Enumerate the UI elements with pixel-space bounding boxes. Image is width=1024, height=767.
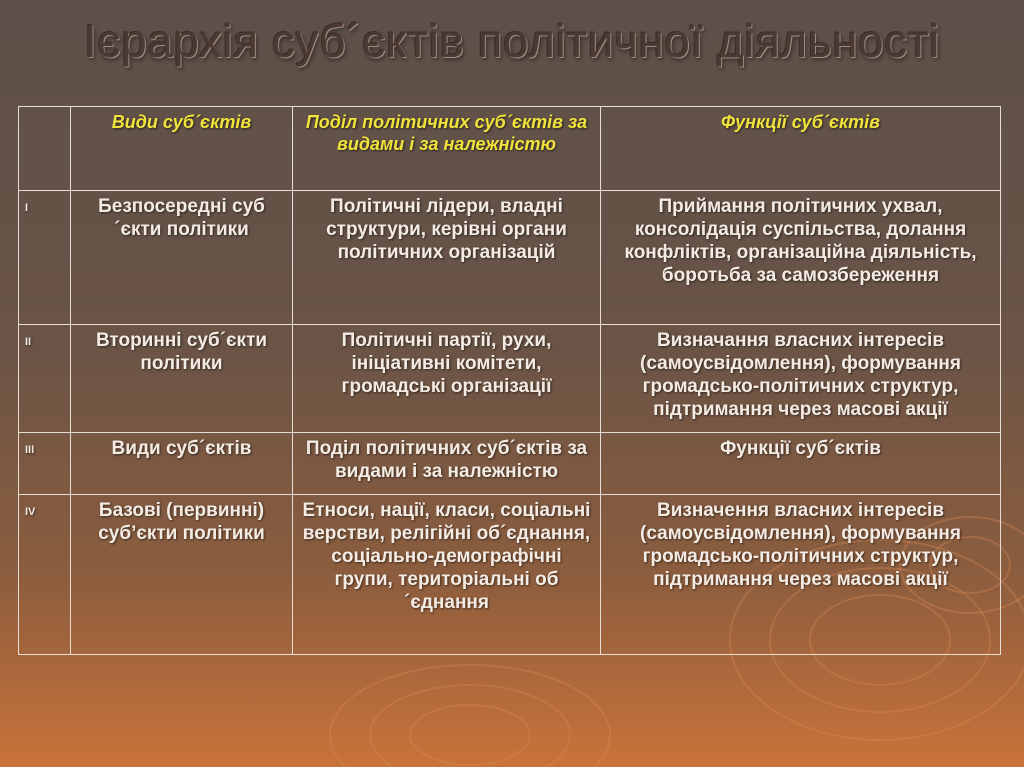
row-number: III xyxy=(19,433,71,495)
row-division-cell: Етноси, нації, класи, соціальні верстви, релігійні об´єднання, соціально-демографічні групи, територіальні об´єднання xyxy=(293,495,601,655)
table-row xyxy=(19,495,1001,655)
row-functions-cell: Функції суб´єктів xyxy=(601,433,1001,495)
slide-title: Ієрархія суб´єктів політичної діяльності xyxy=(83,15,941,67)
row-division-cell: Політичні партії, рухи, ініціативні комітети, громадські організації xyxy=(293,325,601,433)
row-functions-cell: Визначання власних інтересів (самоусвідомлення), формування громадсько-політичних структур, підтримання через масові акції xyxy=(601,325,1001,433)
header-cell-functions: Функції суб´єктів xyxy=(601,107,1001,191)
header-cell-division: Поділ політичних суб´єктів за видами і за належністю xyxy=(293,107,601,191)
row-division-cell: Політичні лідери, владні структури, керівні органи політичних організацій xyxy=(293,191,601,325)
row-functions-cell: Приймання політичних ухвал, консолідація суспільства, долання конфліктів, організаційна діяльність, боротьба за самозбереження xyxy=(601,191,1001,325)
row-division-cell: Поділ політичних суб´єктів за видами і за належністю xyxy=(293,433,601,495)
table-header-row xyxy=(19,107,1001,191)
row-type-cell: Види суб´єктів xyxy=(71,433,293,495)
header-cell-number xyxy=(19,107,71,191)
header-cell-types: Види суб´єктів xyxy=(71,107,293,191)
table-row xyxy=(19,325,1001,433)
row-number: II xyxy=(19,325,71,433)
row-type-cell: Базові (первинні) суб’єкти політики xyxy=(71,495,293,655)
row-type-cell: Вторинні суб´єкти політики xyxy=(71,325,293,433)
row-functions-cell: Визначення власних інтересів (самоусвідомлення), формування громадсько-політичних структур, підтримання через масові акції xyxy=(601,495,1001,655)
row-number: IV xyxy=(19,495,71,655)
table-row xyxy=(19,191,1001,325)
row-type-cell: Безпосередні суб´єкти політики xyxy=(71,191,293,325)
hierarchy-table xyxy=(18,106,1001,655)
table-row xyxy=(19,433,1001,495)
row-number: I xyxy=(19,191,71,325)
